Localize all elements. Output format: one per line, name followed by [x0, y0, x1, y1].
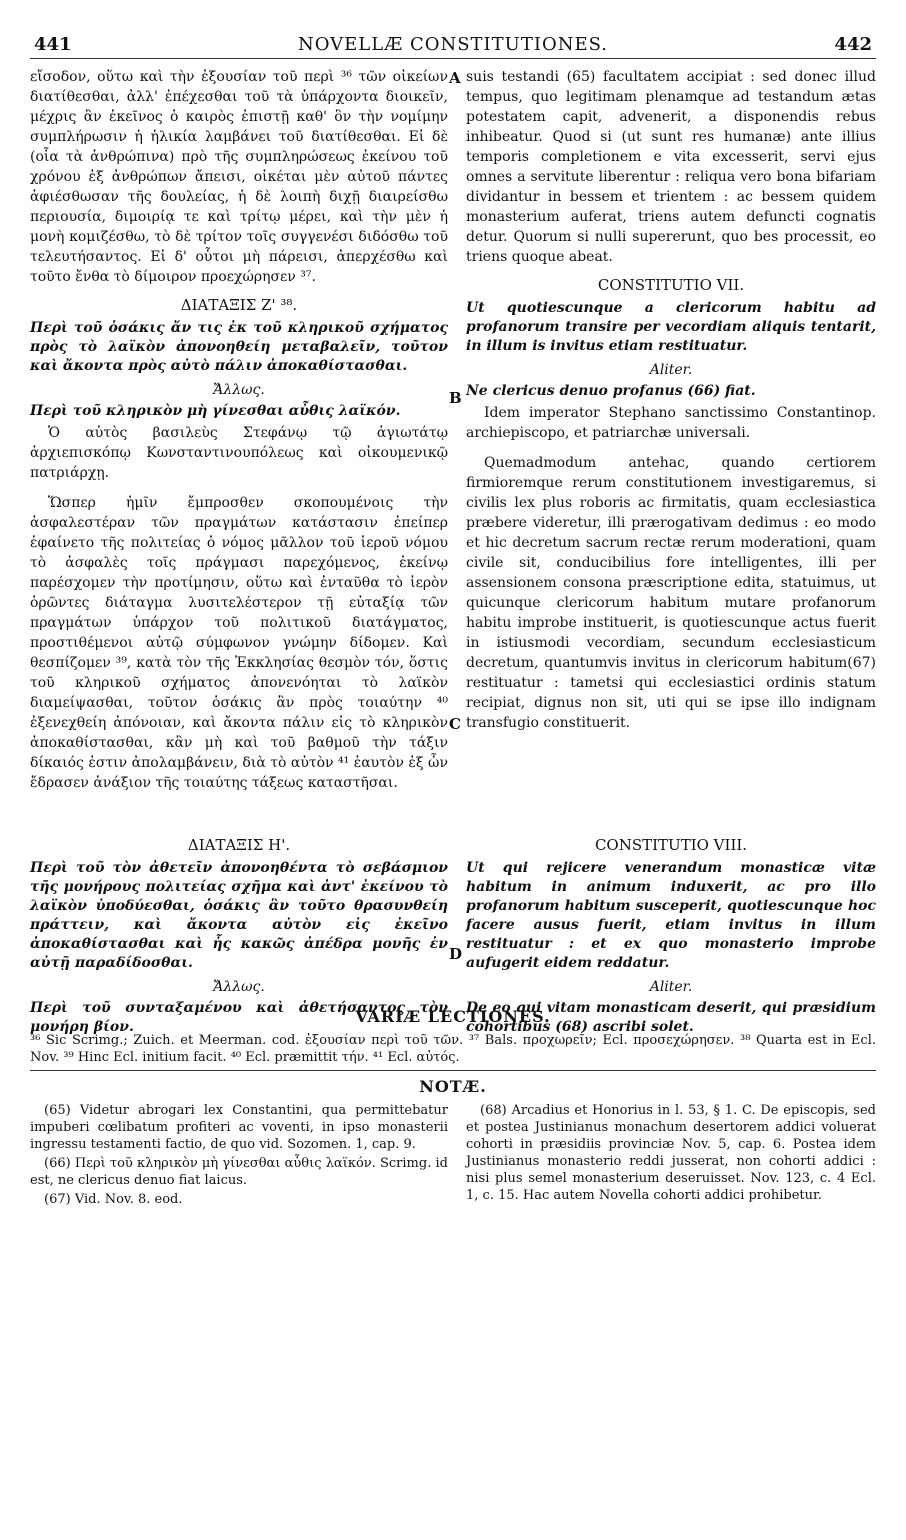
- notae-title: NOTÆ.: [419, 1077, 487, 1096]
- latin-column: [466, 67, 876, 733]
- latin-salutation-7: Idem imperator Stephano sanctissimo Constantinop. archiepiscopo, et patriarchæ universali.: [466, 405, 876, 441]
- latin-column-8: [466, 827, 876, 1039]
- greek-heading-8: ΔΙΑΤΑΞΙΣ Η'.: [187, 836, 291, 854]
- latin-heading-7: CONSTITUTIO VII.: [597, 276, 745, 294]
- greek-column: [30, 67, 448, 793]
- variae-lectiones-title: VARIÆ LECTIONES.: [355, 1007, 551, 1026]
- main-columns: [30, 67, 876, 827]
- notes-right-column: [466, 1102, 876, 1206]
- margin-marker-a: A: [449, 69, 461, 87]
- margin-marker-d: D: [449, 945, 463, 963]
- running-title: NOVELLÆ CONSTITUTIONES.: [297, 34, 609, 55]
- page-number-right: 442: [834, 34, 872, 55]
- margin-marker-c: C: [449, 715, 461, 733]
- note-65: (65) Videtur abrogari lex Constantini, qua permittebatur impuberi cœlibatum profiteri ac voventi, in ipso monasterii ingressu testamenti factio, de quo vid. Sozomen. 1, cap. 9.: [30, 1103, 448, 1152]
- greek-alt-title-7: Περὶ τοῦ κληρικὸν μὴ γίνεσθαι αὖθις λαϊκόν.: [30, 403, 401, 419]
- greek-alt-title-8: Περὶ τοῦ συνταξαμένου καὶ ἀθετήσαντος τὸν μονήρη βίον.: [30, 1000, 448, 1035]
- note-67: (67) Vid. Nov. 8. eod.: [44, 1192, 183, 1207]
- greek-aliter-7: Ἄλλως.: [213, 382, 265, 398]
- greek-column-8: [30, 827, 448, 1039]
- variae-lectiones-text: ³⁶ Sic Scrimg.; Zuich. et Meerman. cod. ἐξουσίαν περὶ τοῦ τῶν. ³⁷ Bals. προχωρεῖν; Ecl. προσεχώρησεν. ³⁸ Quarta est in Ecl. Nov. ³⁹ Hinc Ecl. initium facit. ⁴⁰ Ecl. præmittit τήν. ⁴¹ Ecl. αὐτός.: [30, 1032, 876, 1071]
- page-header: [30, 30, 876, 59]
- greek-title-8: Περὶ τοῦ τὸν ἀθετεῖν ἀπονοηθέντα τὸ σεβάσμιον τῆς μονήρους πολιτείας σχῆμα καὶ ἀντ' ἐκείνου τὸ λαϊκὸν ὑποδύεσθαι, ὁσάκις ἂν τοῦτο θρασυνθείη πράττειν, καὶ ἄκοντα αὐτὸν εἰς ἐκεῖνο ἀποκαθίστασθαι καὶ ἧς κακῶς ἀπέδρα μονῆς ἐν αὐτῇ παραδίδοσθαι.: [30, 860, 448, 971]
- latin-aliter-7: Aliter.: [649, 362, 693, 378]
- latin-alt-title-7: Ne clericus denuo profanus (66) fiat.: [466, 383, 756, 399]
- latin-heading-8: CONSTITUTIO VIII.: [594, 836, 748, 854]
- greek-paragraph: εἴσοδον, οὕτω καὶ τὴν ἐξουσίαν τοῦ περὶ ³⁶ τῶν οἰκείων διατίθεσθαι, ἀλλ' ἐπέχεσθαι τοῦ τὰ ὑπάρχοντα διοικεῖν, μέχρις ἂν ἐκεῖνος ὁ καιρὸς ἐπιστῇ καθ' ὃν τὴν νομίμην συμπλήρωσιν ἡ ἡλικία λαμβάνει τοῦ διατίθεσθαι. Εἰ δὲ (οἷα τὰ ἀνθρώπινα) πρὸ τῆς συμπληρώσεως ἐκείνου τοῦ χρόνου ἐξ ἀνθρώπων ἄπεισι, οἰκέται μὲν αὐτοῦ πάντες ἀφιέσθωσαν τῆς δουλείας, ἡ δὲ λοιπὴ διχῇ διαιρείσθω περιουσία, διμοιρίᾳ τε καὶ τρίτῳ μέρει, καὶ τὴν μὲν ἡ μονὴ κομιζέσθω, τὸ δὲ τρίτον τοῖς συγγενέσι διδόσθω τοῦ τελευτήσαντος. Εἰ δ' οὗτοι μὴ πάρεισι, ἀπερχέσθω καὶ τοῦτο ἔνθα τὸ δίμοιρον προεχώρησεν ³⁷.: [30, 69, 448, 285]
- greek-salutation-7: Ὁ αὐτὸς βασιλεὺς Στεφάνῳ τῷ ἁγιωτάτῳ ἀρχιεπισκόπῳ Κωνσταντινουπόλεως καὶ οἰκουμενικῷ πατριάρχῃ.: [30, 425, 448, 481]
- latin-aliter-8: Aliter.: [649, 979, 693, 995]
- latin-title-7: Ut quotiescunque a clericorum habitu ad profanorum transire per vecordiam aliquis tentarit, in illum is invitus etiam restituatur.: [466, 300, 876, 354]
- latin-title-8: Ut qui rejicere venerandum monasticæ vitæ habitum in animum induxerit, ac pro illo profanorum habitum susceperit, quotiescunque hoc facere ausus fuerit, etiam invitus in illum restituatur : et ex quo monasterio improbe aufugerit eidem reddatur.: [466, 860, 876, 971]
- margin-marker-b: B: [449, 389, 462, 407]
- latin-paragraph: suis testandi (65) facultatem accipiat : sed donec illud tempus, quo legitimam plenamque ad testandum ætas potestatem capit, advenerit, a disponendis rebus inhibeatur. Quod si (ut sunt res humanæ) ante illius temporis completionem e vita excesserit, servi ejus omnes a servitute liberentur : reliqua vero bona bifariam dividantur in bessem et trientem : ac bessem quidem monasterium auferat, triens autem defuncti cognatis detur. Quorum si nulli supererunt, quo bes processit, eo triens quoque abeat.: [466, 69, 876, 265]
- note-68: (68) Arcadius et Honorius in l. 53, § 1. C. De episcopis, sed et postea Justinianus monachum desertorem addici voluerat cohorti in præsidiis provinciæ Nov. 5, cap. 6. Postea idem Justinianus monasterio reddi jusserat, non cohorti addici : nisi plus semel monasterium deseruisset. Nov. 123, c. 4 Ecl. 1, c. 15. Hac autem Novella cohorti addici prohibetur.: [466, 1103, 876, 1203]
- notes-columns: [30, 1102, 876, 1262]
- notes-left-column: [30, 1102, 448, 1210]
- page: [30, 30, 876, 1262]
- greek-heading-7: ΔΙΑΤΑΞΙΣ Ζ' ³⁸.: [180, 296, 298, 314]
- latin-body-7: Quemadmodum antehac, quando certiorem firmioremque rerum constitutionem investigaremus, si civilis lex plus roboris ac firmitatis, quam ecclesiastica præbere videretur, illi prærogativam dedimus : eo modo et hic decretum sacrum rectæ rerum moderationi, quam civile sit, conducibilius fore intelligentes, illi per assensionem consona præscriptione edita, statuimus, ut quicunque clericorum habitum mutare profanorum habitu improbe instituerit, is quotiescunque actus fuerit in istiusmodi vecordiam, secundum ecclesiasticum decretum, quantumvis invitus in clericorum habitum(67) restituatur : tametsi qui ecclesiastici ordinis statum recipiat, dignus non sit, uti qui se ipse illo indignam transfugio constituerit.: [466, 455, 876, 731]
- page-number-left: 441: [34, 34, 72, 55]
- greek-aliter-8: Ἄλλως.: [213, 979, 265, 995]
- greek-body-7: Ὥσπερ ἡμῖν ἔμπροσθεν σκοπουμένοις τὴν ἀσφαλεστέραν τῶν πραγμάτων κατάστασιν ἐπείπερ ἐφαίνετο τῆς πολιτείας ὁ νόμος μᾶλλον τοῦ ἱεροῦ νόμου τὸ ἀσφαλὲς τοῖς πράγμασι παρεχόμενος, ἐκείνῳ παρέσχομεν τὴν προτίμησιν, οὕτω καὶ ἐνταῦθα τὸ ἱερὸν ὁρῶντες διάταγμα λυσιτελέστερον τῇ εὐταξίᾳ τῶν πραγμάτων ὑπάρχον τοῦ πολιτικοῦ διατάγματος, προστιθέμενοι αὐτῷ σύμφωνον γνώμην δίδομεν. Καὶ θεσπίζομεν ³⁹, κατὰ τὸν τῆς Ἐκκλησίας θεσμὸν τόν, ὅστις τοῦ κληρικοῦ σχήματος ἀπονενόηται τὸ λαϊκὸν διαμείψασθαι, τοῦτον ὁσάκις ἂν πρὸς τοιαύτην ⁴⁰ ἐξενεχθείη ἀπόνοιαν, καὶ ἄκοντα πάλιν εἰς τὸ κληρικὸν ἀποκαθίστασθαι, κἂν μὴ καὶ τοῦ βαθμοῦ τὴν τάξιν δίκαιός ἐστιν ἀπολαμβάνειν, διὰ τὸ αὐτὸν ⁴¹ ἑαυτὸν ἐξ ὧν ἔδρασεν ἀνάξιον τῆς τοιαύτης τάξεως καταστῆσαι.: [30, 495, 448, 791]
- note-66: (66) Περὶ τοῦ κληρικὸν μὴ γίνεσθαι αὖθις λαϊκόν. Scrimg. id est, ne clericus denuo fiat laicus.: [30, 1156, 448, 1188]
- greek-title-7: Περὶ τοῦ ὁσάκις ἄν τις ἐκ τοῦ κληρικοῦ σχήματος πρὸς τὸ λαϊκὸν ἀπονοηθείη μεταβαλεῖν, τοῦτον καὶ ἄκοντα πρὸς αὐτὸ πάλιν ἀποκαθίστασθαι.: [30, 320, 448, 374]
- latin-alt-title-8: De eo qui vitam monasticam deserit, qui præsidium cohortibus (68) ascribi solet.: [466, 1000, 876, 1035]
